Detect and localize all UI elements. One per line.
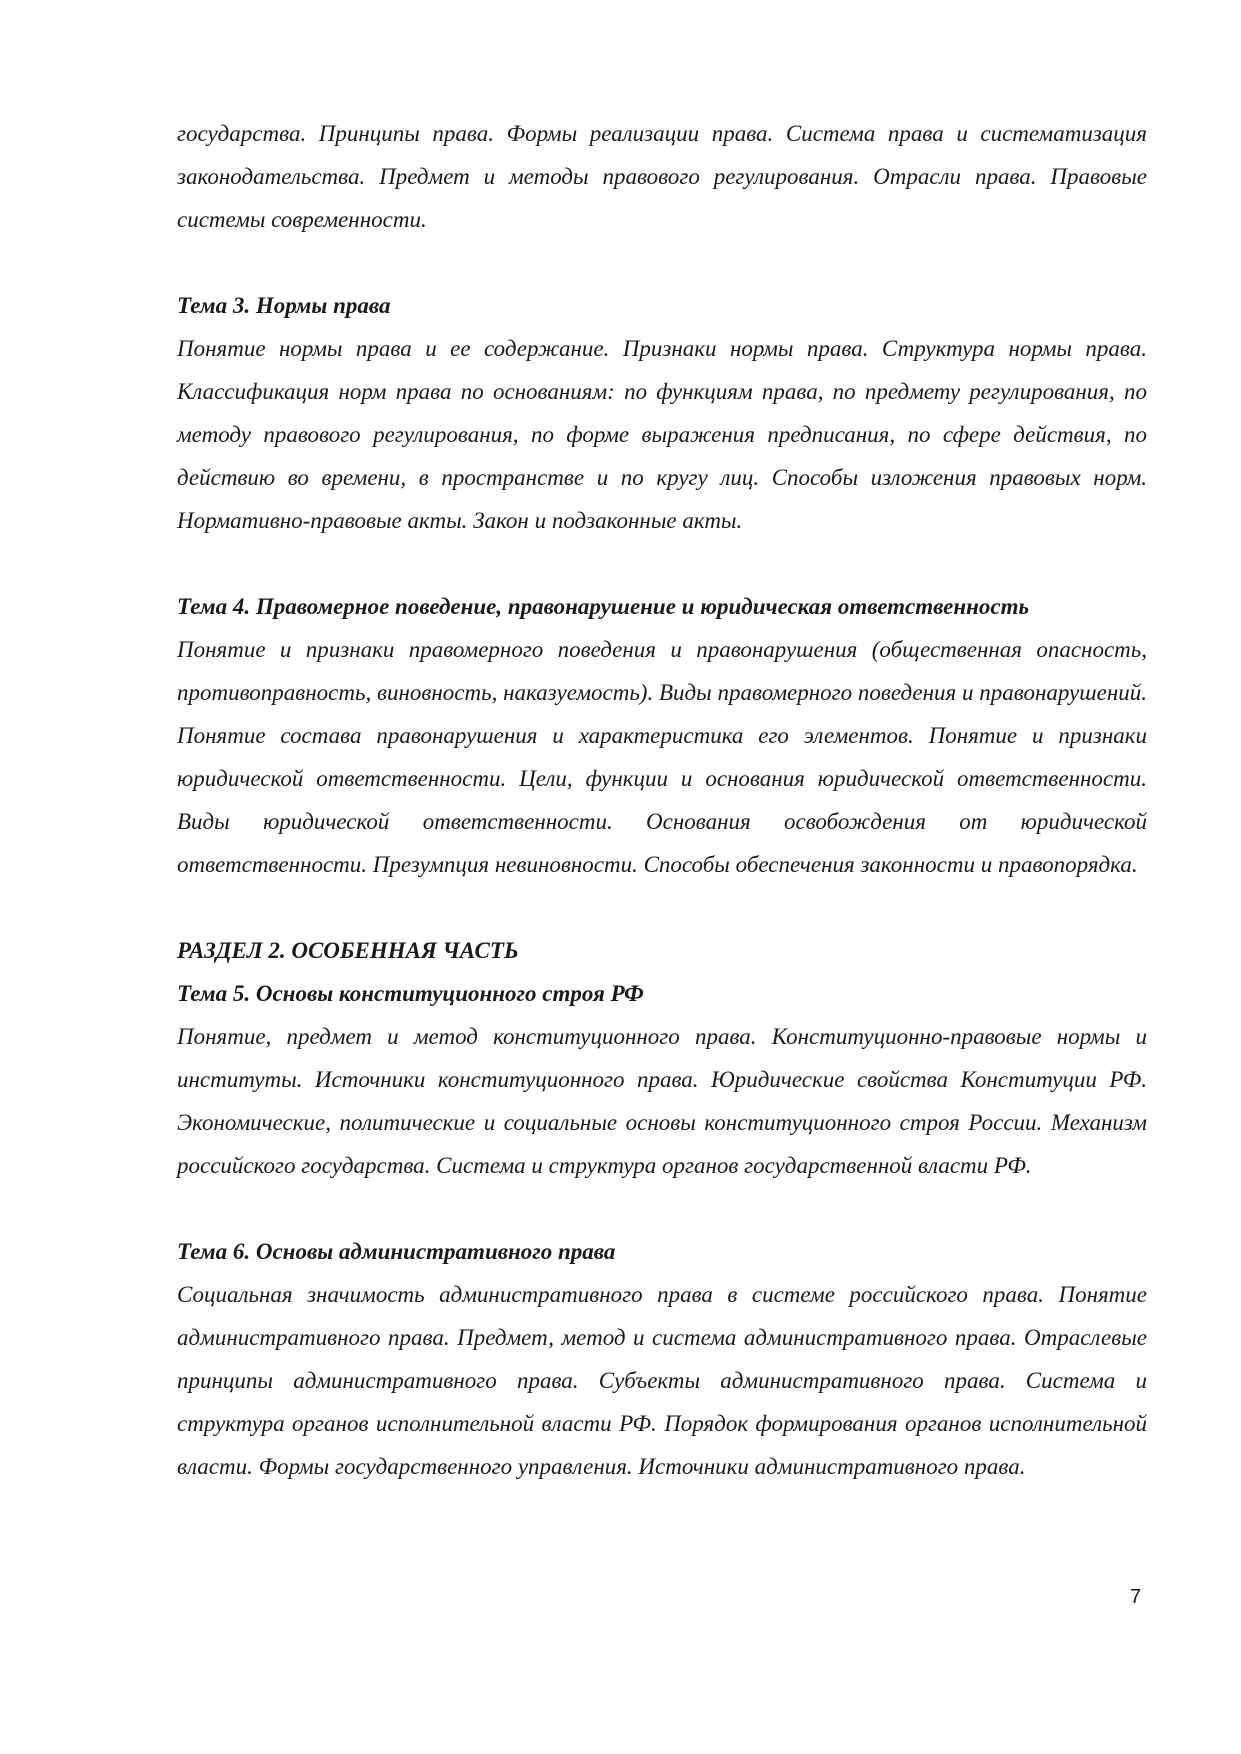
topic-6-heading: Тема 6. Основы административного права <box>177 1239 616 1264</box>
topic-3-paragraph: Понятие нормы права и ее содержание. Признаки нормы права. Структура нормы права. Классификация норм права по основаниям: по функциям права, по предмету регулирования, по методу правового регулирования, по форме выражения предписания, по сфере действия, по действию во времени, в пространстве и по кругу лиц. Способы изложения правовых норм. Нормативно-правовые акты. Закон и подзаконные акты. <box>177 336 1147 533</box>
topic-5-heading: Тема 5. Основы конституционного строя РФ <box>177 981 644 1006</box>
topic-6-paragraph: Социальная значимость административного права в системе российского права. Понятие административного права. Предмет, метод и система административного права. Отраслевые принципы административного права. Субъекты административного права. Система и структура органов исполнительной власти РФ. Порядок формирования органов исполнительной власти. Формы государственного управления. Источники административного права. <box>177 1282 1147 1479</box>
topic-4-heading: Тема 4. Правомерное поведение, правонарушение и юридическая ответственность <box>177 594 1029 619</box>
section-2-heading: РАЗДЕЛ 2. ОСОБЕННАЯ ЧАСТЬ <box>177 938 519 963</box>
paragraph-intro: государства. Принципы права. Формы реализации права. Система права и систематизация законодательства. Предмет и методы правового регулирования. Отрасли права. Правовые системы современности. <box>177 121 1147 232</box>
document-page <box>177 112 1147 1488</box>
spacer <box>177 886 1147 929</box>
topic-5-paragraph: Понятие, предмет и метод конституционного права. Конституционно-правовые нормы и институты. Источники конституционного права. Юридические свойства Конституции РФ. Экономические, политические и социальные основы конституционного строя России. Механизм российского государства. Система и структура органов государственной власти РФ. <box>177 1024 1147 1178</box>
page-number: 7 <box>1130 1586 1142 1608</box>
spacer <box>177 1187 1147 1230</box>
topic-4-paragraph: Понятие и признаки правомерного поведения и правонарушения (общественная опасность, противоправность, виновность, наказуемость). Виды правомерного поведения и правонарушений. Понятие состава правонарушения и характеристика его элементов. Понятие и признаки юридической ответственности. Цели, функции и основания юридической ответственности. Виды юридической ответственности. Основания освобождения от юридической ответственности. Презумпция невиновности. Способы обеспечения законности и правопорядка. <box>177 637 1147 877</box>
spacer <box>177 241 1147 284</box>
spacer <box>177 542 1147 585</box>
topic-3-heading: Тема 3. Нормы права <box>177 293 391 318</box>
